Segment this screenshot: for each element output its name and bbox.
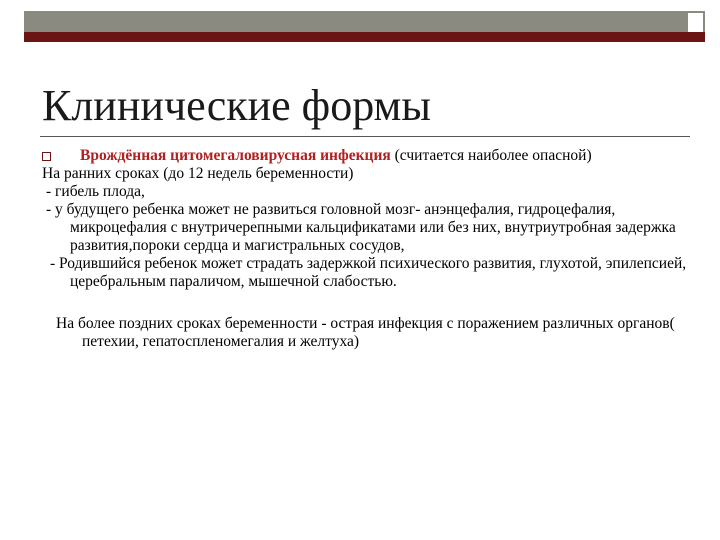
slide-body	[42, 147, 692, 351]
list-item-brain: - у будущего ребенка может не развиться головной мозг- анэнцефалия, гидроцефалия, микроцефалия с внутричерепными кальцификатами или без них, внутриутробная задержка развития,пороки сердца и магистральных сосудов,	[46, 201, 676, 254]
highlight-text: Врождённая цитомегаловирусная инфекция	[80, 147, 391, 164]
bullet-item	[42, 147, 692, 165]
list-item-fetal-death: - гибель плода,	[46, 183, 145, 200]
accent-bar	[24, 32, 705, 42]
list-item-newborn: - Родившийся ребенок может страдать задержкой психического развития, глухотой, эпилепсией, церебральным параличом, мышечной слабостью.	[50, 255, 687, 290]
early-term-line: На ранних сроках (до 12 недель беременности)	[42, 165, 354, 182]
late-term-paragraph: На более поздних сроках беременности - острая инфекция с поражением различных органов( петехии, гепатоспленомегалия и желтуха)	[56, 315, 675, 350]
title-divider	[40, 136, 690, 137]
slide-title: Клинические формы	[42, 81, 431, 130]
bullet-rest: (считается наиболее опасной)	[390, 147, 592, 164]
square-bullet-icon	[42, 152, 51, 161]
